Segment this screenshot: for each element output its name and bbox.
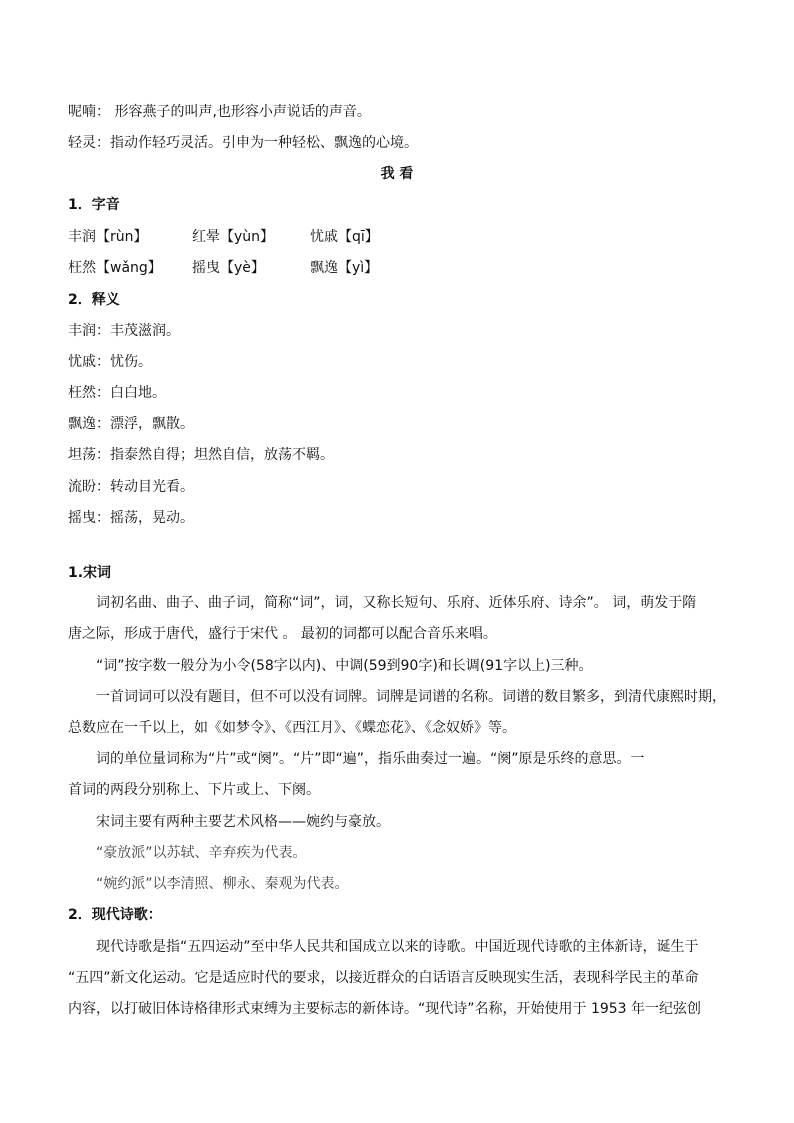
shiyi-item: 丰润：丰茂滋润。 [68, 323, 180, 339]
songci-paragraph-line: 一首词词可以没有题目，但不可以没有词牌。词牌是词谱的名称。词谱的数目繁多，到清代康熙时期， [96, 689, 726, 705]
shiyi-item: 枉然：白白地。 [68, 385, 166, 401]
shiyi-item: 飘逸：漂浮，飘散。 [68, 416, 194, 432]
modern-poetry-line: 内容，以打破旧体诗格律形式束缚为主要标志的新体诗。“现代诗”名称，开始使用于 1953 年一纪弦创 [68, 1001, 702, 1017]
songci-paragraph-line: “豪放派”以苏轼、辛弃疾为代表。 [96, 845, 307, 861]
ziyin-item: 摇曳【yè】 [192, 260, 265, 276]
shiyi-item: 摇曳：摇荡，晃动。 [68, 510, 194, 526]
modern-poetry-line: 现代诗歌是指“五四运动”至中华人民共和国成立以来的诗歌。中国近现代诗歌的主体新诗，诞生于 [96, 939, 699, 955]
songci-heading: 1.宋词 [68, 565, 112, 581]
definition-ninan: 呢喃： 形容燕子的叫声,也形容小声说话的声音。 [68, 104, 371, 120]
shiyi-item: 流盼：转动目光看。 [68, 479, 194, 495]
shiyi-item: 坦荡：指泰然自得；坦然自信，放荡不羁。 [68, 447, 334, 463]
modern-poetry-heading: 2．现代诗歌： [68, 907, 162, 923]
ziyin-item: 红晕【yùn】 [192, 229, 275, 245]
songci-paragraph-line: 词的单位量词称为“片”或“阕”。“片”即“遍”，指乐曲奏过一遍。“阕”原是乐终的意思。一 [96, 751, 645, 767]
songci-paragraph-line: 唐之际，形成于唐代，盛行于宋代 。 最初的词都可以配合音乐来唱。 [68, 626, 497, 642]
ziyin-heading: 1．字音 [68, 197, 120, 213]
shiyi-heading: 2．释义 [68, 292, 120, 308]
ziyin-item: 飘逸【yì】 [310, 260, 379, 276]
section-title: 我 看 [380, 166, 414, 182]
definition-qingling: 轻灵：指动作轻巧灵活。引申为一种轻松、飘逸的心境。 [68, 135, 418, 151]
modern-poetry-line: “五四”新文化运动。它是适应时代的要求，以接近群众的白话语言反映现实生活，表现科学民主的革命 [68, 970, 699, 986]
songci-paragraph-line: 首词的两段分别称上、下片或上、下阕。 [68, 782, 320, 798]
songci-paragraph-line: “词”按字数一般分为小令(58字以内)、中调(59到90字)和长调(91字以上)三种。 [96, 658, 593, 674]
ziyin-item: 丰润【rùn】 [68, 229, 148, 245]
songci-paragraph-line: “婉约派”以李清照、柳永、秦观为代表。 [96, 876, 349, 892]
songci-paragraph-line: 词初名曲、曲子、曲子词，简称“词”，词，又称长短句、乐府、近体乐府、诗余”。 词，萌发于隋 [96, 595, 697, 611]
ziyin-item: 枉然【wǎng】 [68, 260, 162, 276]
songci-paragraph-line: 总数应在一千以上，如《如梦令》、《西江月》、《蝶恋花》、《念奴娇》等。 [68, 720, 516, 736]
shiyi-item: 忧戚：忧伤。 [68, 354, 152, 370]
songci-paragraph-line: 宋词主要有两种主要艺术风格——婉约与豪放。 [96, 814, 390, 830]
ziyin-item: 忧戚【qī】 [310, 229, 379, 245]
